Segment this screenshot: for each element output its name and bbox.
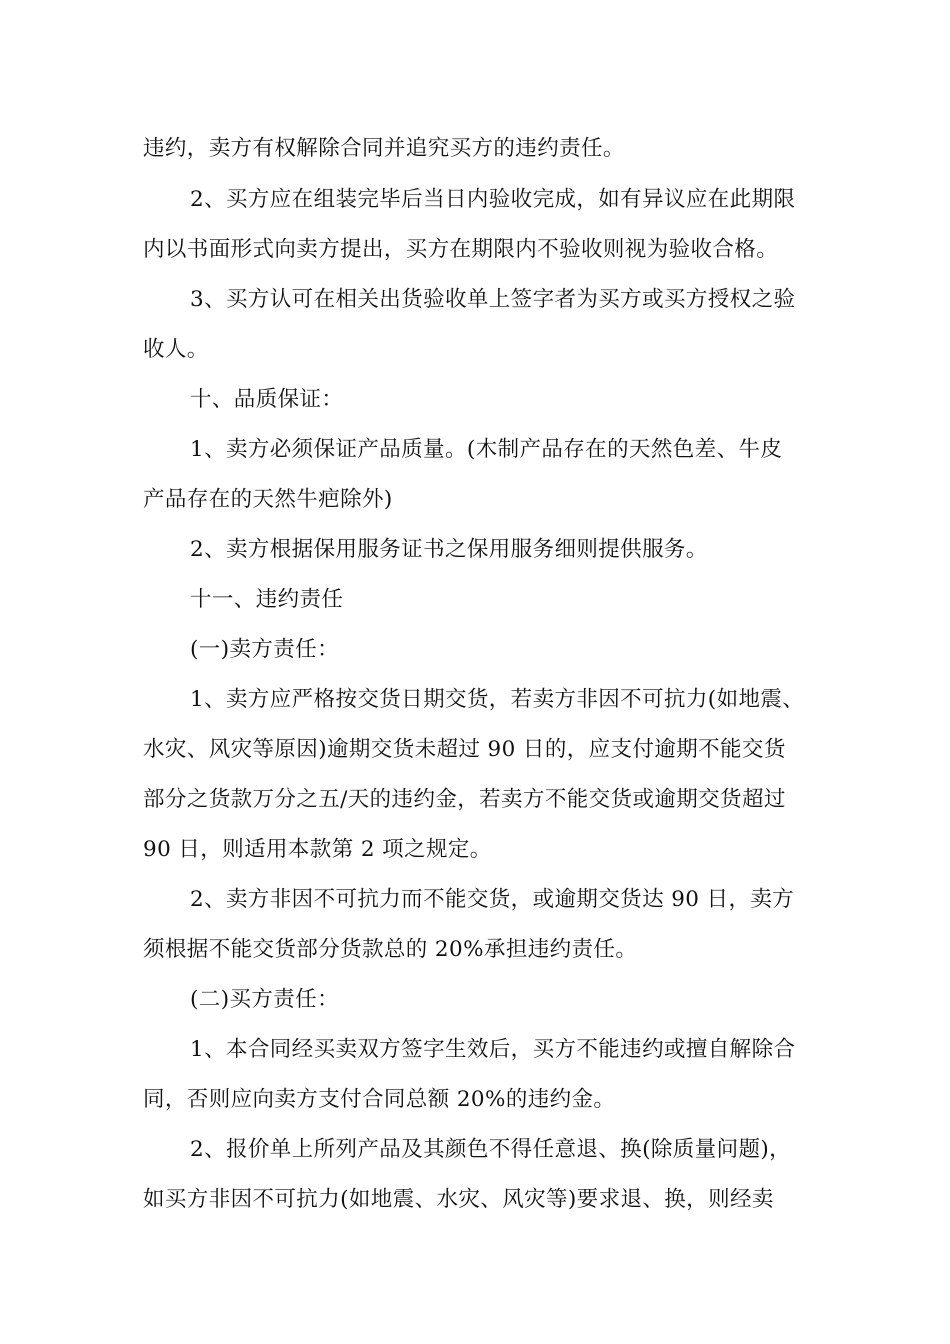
paragraph-line: 3、买方认可在相关出货验收单上签字者为买方或买方授权之验 <box>190 287 796 312</box>
paragraph-line: 违约，卖方有权解除合同并追究买方的违约责任。 <box>143 136 625 161</box>
section-heading: 十、品质保证： <box>190 387 344 412</box>
paragraph-line: 2、卖方根据保用服务证书之保用服务细则提供服务。 <box>190 537 708 562</box>
paragraph-line: 90 日，则适用本款第 2 项之规定。 <box>143 837 492 862</box>
section-heading: 十一、违约责任 <box>190 587 344 612</box>
paragraph-line: 1、本合同经买卖双方签字生效后，买方不能违约或擅自解除合 <box>190 1037 796 1062</box>
paragraph-line: 2、卖方非因不可抗力而不能交货，或逾期交货达 90 日，卖方 <box>190 887 795 912</box>
subsection-heading: (一)卖方责任： <box>190 637 339 662</box>
paragraph-line: 须根据不能交货部分货款总的 20%承担违约责任。 <box>143 937 638 962</box>
paragraph-line: 如买方非因不可抗力(如地震、水灾、风灾等)要求退、换，则经卖 <box>143 1187 774 1212</box>
paragraph-line: 水灾、风灾等原因)逾期交货未超过 90 日的，应支付逾期不能交货 <box>143 737 786 762</box>
paragraph-line: 内以书面形式向卖方提出，买方在期限内不验收则视为验收合格。 <box>143 237 779 262</box>
paragraph-line: 1、卖方应严格按交货日期交货，若卖方非因不可抗力(如地震、 <box>190 687 805 712</box>
subsection-heading: (二)买方责任： <box>190 987 339 1012</box>
paragraph-line: 1、卖方必须保证产品质量。(木制产品存在的天然色差、牛皮 <box>190 437 783 462</box>
paragraph-line: 2、报价单上所列产品及其颜色不得任意退、换(除质量问题)， <box>190 1137 792 1162</box>
paragraph-line: 同，否则应向卖方支付合同总额 20%的违约金。 <box>143 1087 616 1112</box>
paragraph-line: 产品存在的天然牛疤除外) <box>143 487 393 512</box>
paragraph-line: 收人。 <box>143 337 209 362</box>
paragraph-line: 2、买方应在组装完毕后当日内验收完成，如有异议应在此期限 <box>190 187 796 212</box>
paragraph-line: 部分之货款万分之五/天的违约金，若卖方不能交货或逾期交货超过 <box>143 787 786 812</box>
